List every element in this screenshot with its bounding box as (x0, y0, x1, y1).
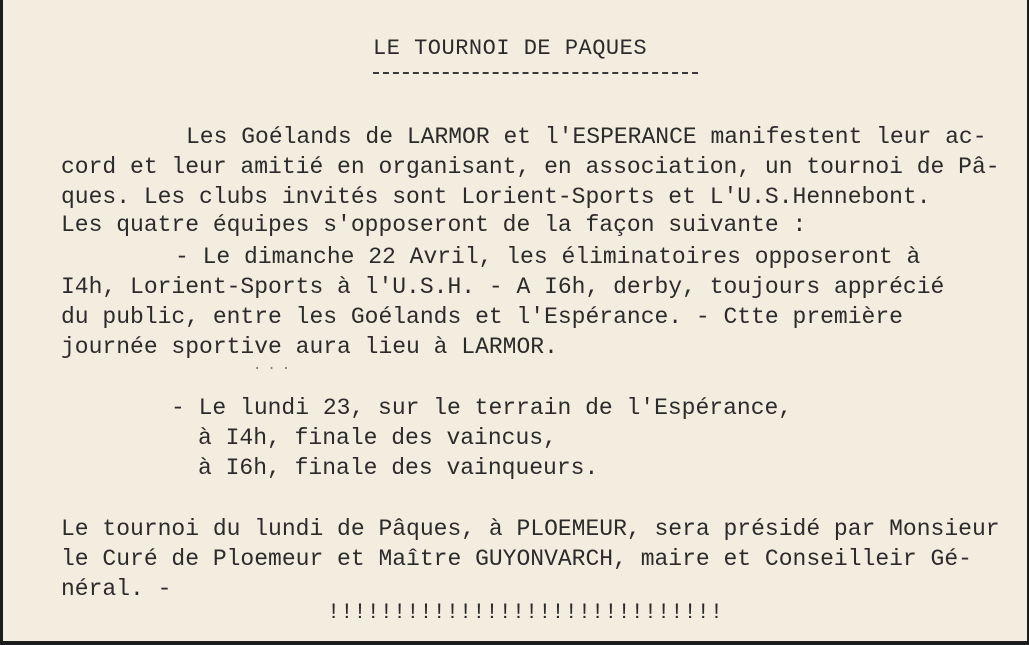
text-line: Les quatre équipes s'opposeront de la façon suivante : (61, 212, 807, 238)
text-line: journée sportive aura lieu à LARMOR. (61, 334, 558, 360)
text-line: à I4h, finale des vaincus, (198, 425, 557, 451)
title-underline (373, 72, 698, 74)
text-line: - Le lundi 23, sur le terrain de l'Espérance, (171, 395, 793, 421)
text-line: du public, entre les Goélands et l'Espérance. - Ctte première (61, 304, 903, 330)
text-line: cord et leur amitié en organisant, en association, un tournoi de Pâ- (61, 154, 1000, 180)
text-line: le Curé de Ploemeur et Maître GUYONVARCH, maire et Conseilleir Gé- (61, 546, 972, 572)
text-line: - Le dimanche 22 Avril, les éliminatoires opposeront à (175, 244, 921, 270)
document-title: LE TOURNOI DE PAQUES (373, 36, 648, 61)
text-line: à I6h, finale des vainqueurs. (198, 455, 599, 481)
footer-exclamations: !!!!!!!!!!!!!!!!!!!!!!!!!!!!!! (327, 600, 724, 625)
text-line: Le tournoi du lundi de Pâques, à PLOEMEUR, sera présidé par Monsieur (61, 516, 1000, 542)
text-line: I4h, Lorient-Sports à l'U.S.H. - A I6h, derby, toujours apprécié (61, 274, 945, 300)
separator-dots: ... (253, 358, 297, 374)
text-line: ques. Les clubs invités sont Lorient-Sports et L'U.S.Hennebont. (61, 184, 931, 210)
text-line: Les Goélands de LARMOR et l'ESPERANCE manifestent leur ac- (186, 124, 987, 150)
text-line: néral. - (61, 576, 172, 602)
